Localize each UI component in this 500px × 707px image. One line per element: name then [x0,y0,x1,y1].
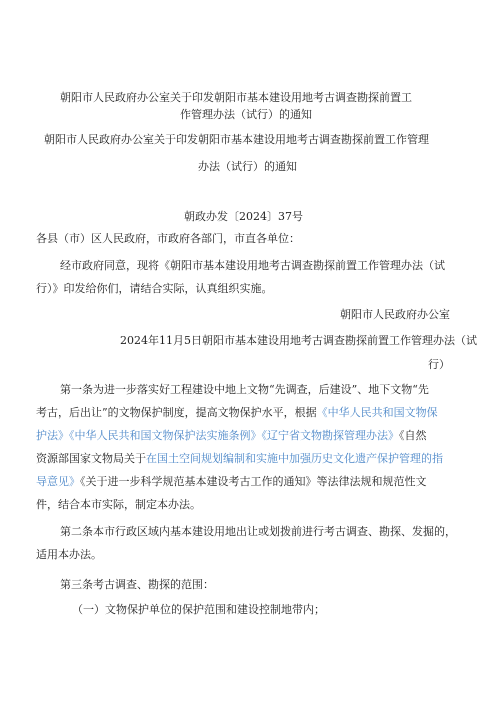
notice-line2: 行）》印发给你们，请结合实际，认真组织实施。 [36,282,273,295]
article1-line5 [36,475,427,489]
document-number: 朝政办发〔2024〕37号 [184,210,303,223]
law-link-cultural-relics-protection-law[interactable]: 《中华人民共和国文物保 [316,406,438,419]
article3-line1: 第三条考古调查、勘探的范围： [60,578,214,591]
article1-line4 [36,452,443,466]
article1-line3-text: 《自然 [399,429,427,442]
article1-line6: 件，结合本市实际，制定本办法。 [36,498,201,511]
article1-line5-text: 《关于进一步科学规范基本建设考古工作的通知》等法律法规和规范性文 [80,475,427,488]
law-link-liaoning-exploration-measures[interactable]: 《辽宁省文物勘探管理办法》 [261,429,399,442]
signature-date-line1: 2024年11月5日朝阳市基本建设用地考古调查勘探前置工作管理办法（试 [120,334,477,347]
law-link-heritage-protection-guidance-end[interactable]: 导意见》 [36,475,80,488]
header-title-line1: 朝阳市人民政府办公室关于印发朝阳市基本建设用地考古调查勘探前置工 [60,91,412,104]
article1-line1: 第一条为进一步落实好工程建设中地上文物“先调查，后建设”、地下文物“先 [60,383,429,396]
article1-line2-text: 考古，后出让”的文物保护制度，提高文物保护水平，根据 [36,406,317,419]
law-link-cultural-relics-protection-law-end[interactable]: 护法》 [36,429,69,442]
notice-line1: 经市政府同意，现将《朝阳市基本建设用地考古调查勘探前置工作管理办法（试 [60,259,445,272]
signature-org: 朝阳市人民政府办公室 [340,308,450,321]
article1-line3 [36,429,427,443]
addressee: 各县（市）区人民政府，市政府各部门，市直各单位： [36,232,300,245]
law-link-implementing-regulations[interactable]: 《中华人民共和国文物保护法实施条例》 [69,429,262,442]
header-title-line2: 作管理办法（试行）的通知 [180,108,312,121]
article1-line2 [36,406,438,420]
signature-date-line2: 行） [428,358,450,371]
article1-line4-text: 资源部国家文物局关于 [36,452,146,465]
body-title-line2: 办法（试行）的通知 [198,160,297,173]
body-title-line1: 朝阳市人民政府办公室关于印发朝阳市基本建设用地考古调查勘探前置工作管理 [44,133,429,146]
law-link-heritage-protection-guidance[interactable]: 在国土空间规划编制和实施中加强历史文化遗产保护管理的指 [146,452,443,465]
article3-item1: （一）文物保护单位的保护范围和建设控制地带内； [72,603,325,616]
article2-line1: 第二条本市行政区域内基本建设用地出让或划拨前进行考古调查、勘探、发掘的， [60,525,456,538]
article2-line2: 适用本办法。 [36,548,102,561]
